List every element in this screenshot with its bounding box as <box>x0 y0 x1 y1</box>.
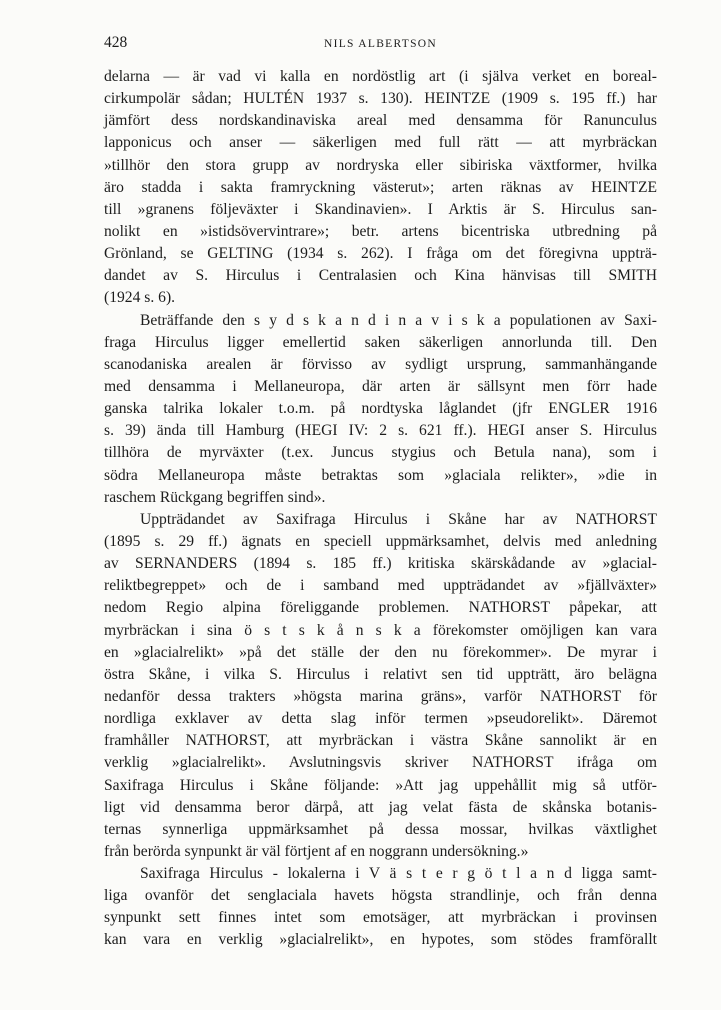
text-line: östra Skåne, i vilka S. Hirculus i relativt sen tid uppträtt, äro belägna <box>104 665 657 683</box>
text-line: Beträffande den s y d s k a n d i n a v i s k a populationen av Saxi- <box>140 311 657 329</box>
page-header <box>104 34 657 56</box>
text-line: från berörda synpunkt är väl förtjent af en noggrann undersökning.» <box>104 842 529 860</box>
text-line: framhåller NATHORST, att myrbräckan i västra Skåne sannolikt är en <box>104 732 657 750</box>
text-line: nedanför dessa trakters »högsta marina gräns», varför NATHORST för <box>104 687 657 705</box>
text-line: kan vara en verklig »glacialrelikt», en hypotes, som stödes framförallt <box>104 931 657 949</box>
text-line: Grönland, se GELTING (1934 s. 262). I fråga om det föregivna uppträ- <box>104 245 657 263</box>
text-line: reliktbegreppet» och de i samband med uppträdandet av »fjällväxter» <box>104 577 657 595</box>
text-line: verklig »glacialrelikt». Avslutningsvis skriver NATHORST ifråga om <box>104 754 657 772</box>
page-number: 428 <box>104 34 128 51</box>
text-line: ganska talrika lokaler t.o.m. på nordtyska låglandet (jfr ENGLER 1916 <box>104 400 657 418</box>
text-line: scanodaniska arealen är förvisso av sydligt ursprung, sammanhängande <box>104 355 657 373</box>
text-line: myrbräckan i sina ö s t s k å n s k a förekomster omöjligen kan vara <box>104 621 657 639</box>
text-line: lapponicus och anser — säkerligen med full rätt — att myrbräckan <box>104 134 657 152</box>
text-line: dandet av S. Hirculus i Centralasien och Kina hänvisas till SMITH <box>104 267 657 285</box>
text-line: med densamma i Mellaneuropa, där arten är sällsynt men förr hade <box>104 377 657 395</box>
text-line: liga ovanför det senglaciala havets högsta strandlinje, och från denna <box>104 887 657 905</box>
text-line: Uppträdandet av Saxifraga Hirculus i Skåne har av NATHORST <box>140 510 657 528</box>
text-line: s. 39) ända till Hamburg (HEGI IV: 2 s. 621 ff.). HEGI anser S. Hirculus <box>104 422 657 440</box>
text-line: delarna — är vad vi kalla en nordöstlig art (i själva verket en boreal- <box>104 68 657 85</box>
text-line: Saxifraga Hirculus - lokalerna i V ä s t e r g ö t l a n d ligga samt- <box>140 865 657 883</box>
text-line: Saxifraga Hirculus i Skåne följande: »Att jag uppehållit mig så utför- <box>104 776 657 794</box>
text-line: av SERNANDERS (1894 s. 185 ff.) kritiska skärskådande av »glacial- <box>104 555 657 573</box>
text-line: till »granens följeväxter i Skandinavien». I Arktis är S. Hirculus san- <box>104 200 657 218</box>
text-line: fraga Hirculus ligger emellertid saken säkerligen annorlunda till. Den <box>104 333 657 351</box>
text-line: »tillhör den stora grupp av nordryska eller sibiriska växtformer, hvilka <box>104 156 657 174</box>
text-line: cirkumpolär sådan; HULTÉN 1937 s. 130). HEINTZE (1909 s. 195 ff.) har <box>104 90 657 108</box>
text-line: en »glacialrelikt» »på det ställe der den nu förekommer». De myrar i <box>104 643 657 661</box>
text-line: jämfört dess nordskandinaviska areal med densamma för Ranunculus <box>104 112 657 130</box>
text-line: (1924 s. 6). <box>104 289 176 307</box>
text-line: ligt vid densamma beror därpå, att jag velat fästa de skånska botanis- <box>104 798 657 816</box>
text-line: raschem Rückgang begriffen sind». <box>104 488 326 506</box>
text-line: tillhöra de myrväxter (t.ex. Juncus stygius och Betula nana), som i <box>104 444 657 462</box>
text-line: nolikt en »istidsövervintrare»; betr. artens bicentriska utbredning på <box>104 222 657 240</box>
text-line: södra Mellaneuropa måste betraktas som »glaciala relikter», »die in <box>104 466 657 484</box>
text-line: äro stadda i sakta framryckning västerut»; arten räknas av HEINTZE <box>104 178 657 196</box>
body-text <box>104 66 657 952</box>
text-line: synpunkt sett finnes intet som emotsäger, att myrbräckan i provinsen <box>104 909 657 927</box>
text-line: ternas synnerliga uppmärksamhet på dessa mossar, hvilkas växtlighet <box>104 820 657 838</box>
text-line: nordliga exklaver av detta slag inför termen »pseudorelikt». Däremot <box>104 710 657 728</box>
running-title: NILS ALBERTSON <box>323 38 438 50</box>
text-line: (1895 s. 29 ff.) ägnats en speciell uppmärksamhet, delvis med anledning <box>104 532 657 550</box>
text-line: nedom Regio alpina föreliggande problemen. NATHORST påpekar, att <box>104 599 657 617</box>
